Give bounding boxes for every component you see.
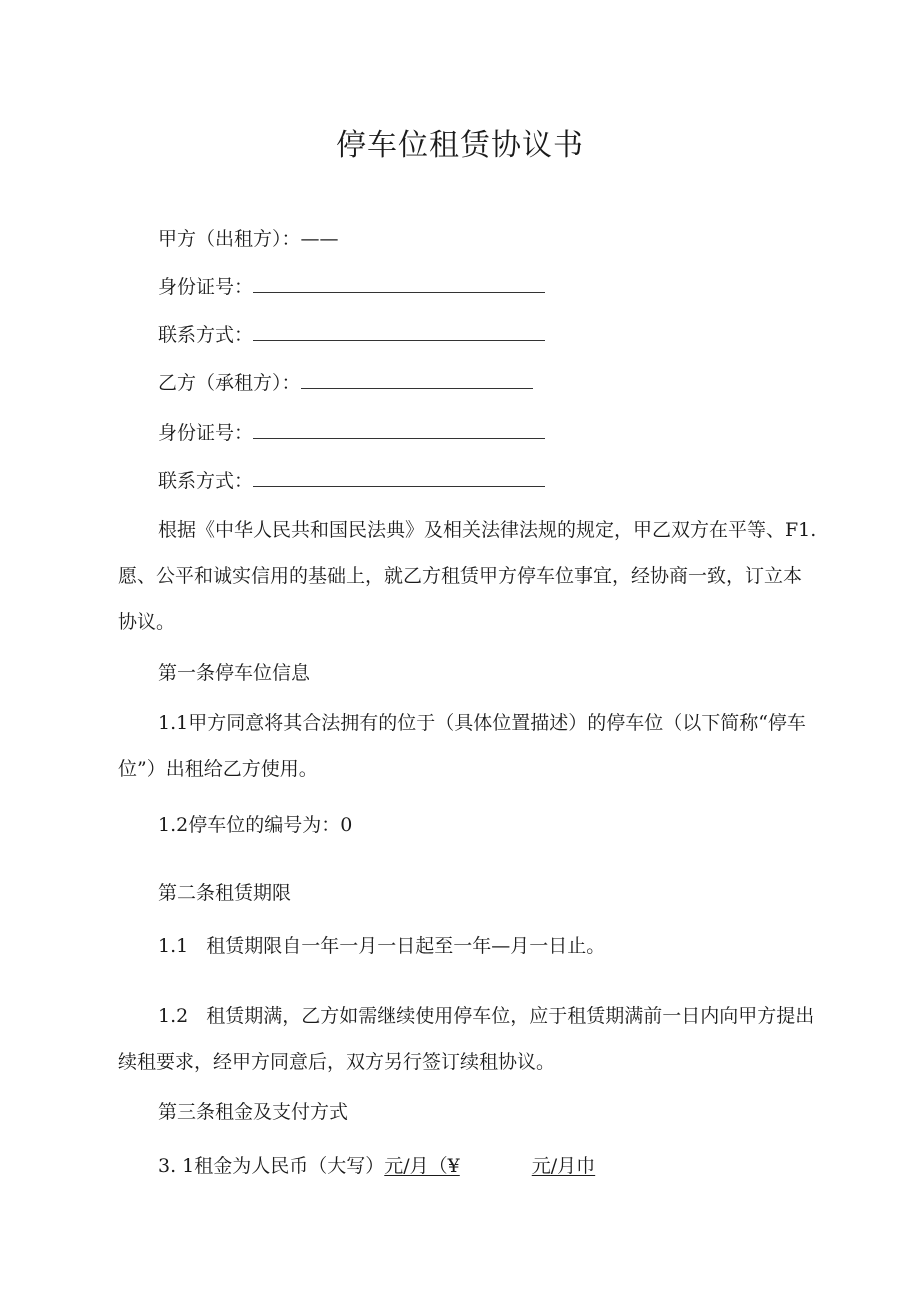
article2-heading: 第二条租赁期限 bbox=[158, 882, 292, 904]
party-a-value: —— bbox=[300, 228, 339, 250]
article2-clause-1-1-number: 1.1 bbox=[158, 935, 189, 957]
party-b-blank bbox=[301, 368, 533, 389]
article2-clause-1-2-text: 租赁期满，乙方如需继续使用停车位，应于租赁期满前一日内向甲方提出续租要求，经甲方同意后，双方另行签订续租协议。 bbox=[118, 1005, 815, 1073]
document-title: 停车位租赁协议书 bbox=[336, 128, 584, 163]
article2-clause-1-1-text: 租赁期限自一年一月一日起至一年—月一日止。 bbox=[206, 935, 606, 957]
article1-clause-1-2: 1.2停车位的编号为：0 bbox=[158, 814, 353, 836]
party-a-line bbox=[158, 224, 339, 254]
intro-paragraph: 根据《中华人民共和国民法典》及相关法律法规的规定，甲乙双方在平等、F1.愿、公平和诚实信用的基础上，就乙方租赁甲方停车位事宜，经协商一致，订立本协议。 bbox=[118, 519, 817, 633]
rent-monthly-words: 元/月（¥ bbox=[384, 1155, 460, 1177]
party-b-contact-blank bbox=[253, 466, 545, 487]
article3-heading: 第三条租金及支付方式 bbox=[158, 1101, 349, 1123]
article1-heading: 第一条停车位信息 bbox=[158, 662, 311, 684]
article2-clause-1-2-number: 1.2 bbox=[158, 1005, 189, 1027]
party-a-id-blank bbox=[253, 272, 545, 293]
party-a-contact-label: 联系方式： bbox=[158, 324, 254, 346]
article3-clause-3-1 bbox=[158, 1151, 595, 1181]
party-b-id-line bbox=[158, 418, 545, 448]
party-a-id-line bbox=[158, 272, 545, 302]
party-b-contact-label: 联系方式： bbox=[158, 470, 254, 492]
party-b-id-blank bbox=[253, 418, 545, 439]
party-a-contact-line bbox=[158, 320, 545, 350]
party-a-label: 甲方（出租方）： bbox=[158, 228, 301, 250]
party-a-contact-blank bbox=[253, 320, 545, 341]
party-b-id-label: 身份证号： bbox=[158, 422, 254, 444]
party-b-line bbox=[158, 368, 533, 398]
party-b-label: 乙方（承租方）： bbox=[158, 372, 301, 394]
article3-clause-3-1-underlined bbox=[384, 1155, 595, 1177]
party-b-contact-line bbox=[158, 466, 545, 496]
rent-monthly-figure: 元/月巾 bbox=[531, 1155, 596, 1177]
party-a-id-label: 身份证号： bbox=[158, 276, 254, 298]
article2-clause-1-2 bbox=[118, 993, 818, 1085]
article1-clause-1-1: 1.1甲方同意将其合法拥有的位于（具体位置描述）的停车位（以下简称“停车位”）出租给乙方使用。 bbox=[118, 712, 806, 780]
article3-clause-3-1-prefix: 3. 1租金为人民币（大写） bbox=[158, 1155, 385, 1177]
article2-clause-1-1 bbox=[158, 931, 605, 961]
